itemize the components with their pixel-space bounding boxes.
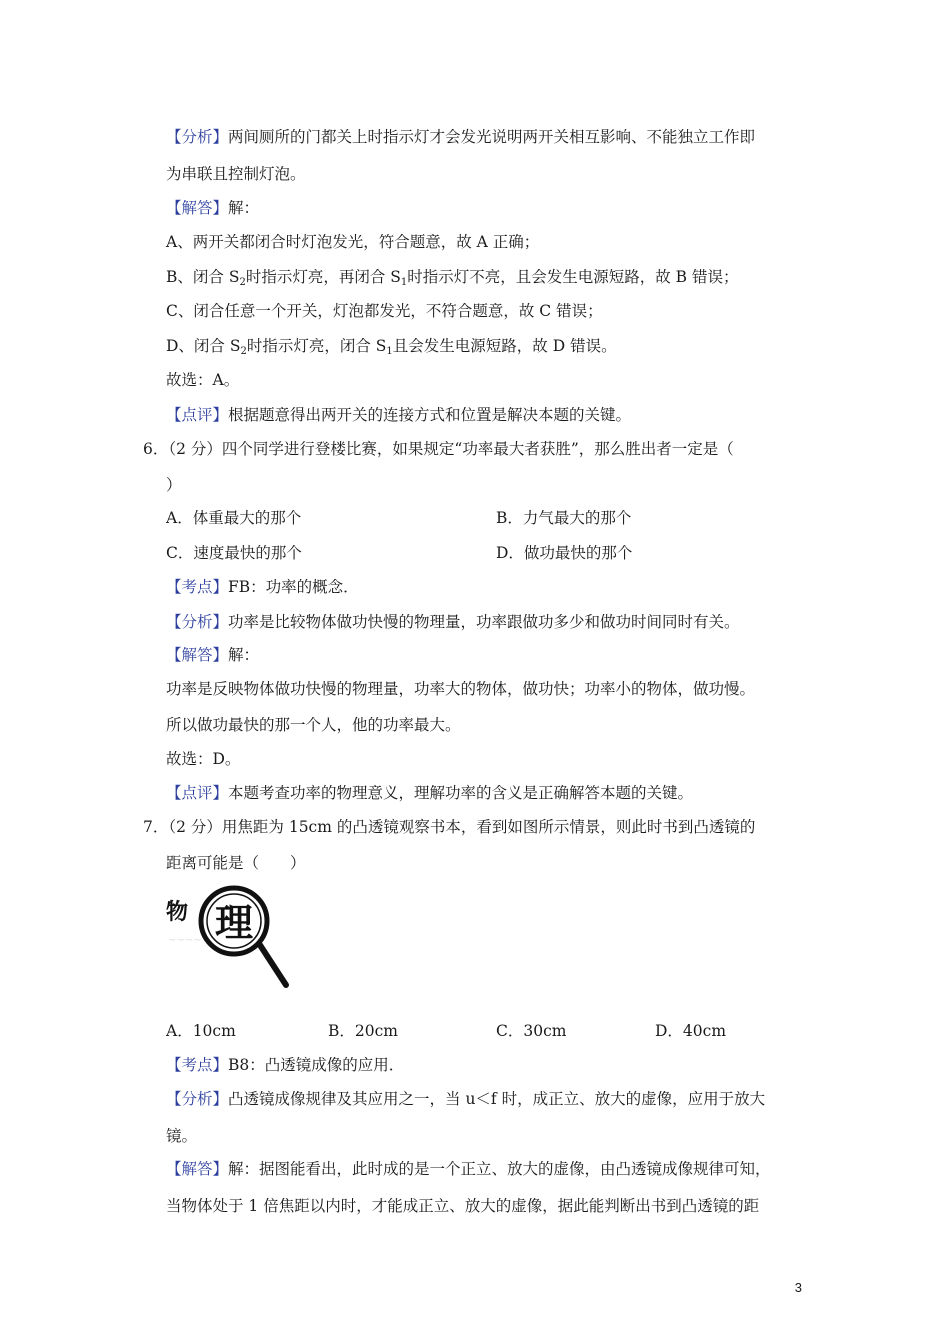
point-tag: 【考点】	[166, 578, 229, 596]
text-segment: 时指示灯不亮，且会发生电源短路，故 B 错误；	[407, 268, 739, 286]
q6-comment	[166, 783, 693, 803]
text-segment: 且会发生电源短路，故 D 错误。	[392, 337, 617, 355]
q5-analysis-line-1	[166, 127, 755, 147]
q5-analysis-line-2: 为串联且控制灯泡。	[166, 165, 306, 183]
q7-option-d: D．40cm	[655, 1022, 727, 1040]
subscript: 2	[239, 277, 246, 288]
analysis-text: 两间厕所的门都关上时指示灯才会发光说明两开关相互影响、不能独立工作即	[228, 128, 756, 146]
analysis-text: 功率是比较物体做功快慢的物理量，功率跟做功多少和做功时间同时有关。	[228, 613, 740, 631]
q7-analysis-line-2: 镜。	[166, 1127, 198, 1145]
comment-text: 本题考查功率的物理意义，理解功率的含义是正确解答本题的关键。	[228, 784, 694, 802]
q7-option-a: A．10cm	[166, 1022, 236, 1040]
text-segment: B、闭合 S	[166, 268, 240, 286]
answer-tag: 【解答】	[166, 199, 229, 217]
q5-answer-c: C、闭合任意一个开关，灯泡都发光，不符合题意，故 C 错误；	[166, 302, 603, 320]
subscript: 1	[386, 346, 393, 357]
text-segment: 时指示灯亮，闭合 S	[246, 337, 387, 355]
comment-text: 根据题意得出两开关的连接方式和位置是解决本题的关键。	[228, 406, 632, 424]
subscript: 1	[400, 277, 408, 288]
subscript: 2	[240, 346, 247, 357]
q5-answer-d	[166, 336, 617, 356]
comment-tag: 【点评】	[166, 406, 229, 424]
text-segment: 时指示灯亮，再闭合 S	[245, 268, 401, 286]
magnifier-figure	[166, 885, 296, 995]
figure-faint-text: ~~~~	[168, 935, 202, 946]
point-text: B8：凸透镜成像的应用．	[228, 1056, 405, 1074]
q6-option-a: A．体重最大的那个	[166, 509, 302, 527]
q5-answer-a: A、两开关都闭合时灯泡发光，符合题意，故 A 正确；	[166, 233, 540, 251]
q6-option-d: D．做功最快的那个	[496, 544, 633, 562]
q5-answer-b	[166, 267, 738, 287]
q7-option-c: C．30cm	[496, 1022, 567, 1040]
q7-stem-line-1: 7．（2 分）用焦距为 15cm 的凸透镜观察书本，看到如图所示情景，则此时书到凸透镜的	[143, 818, 756, 836]
q7-point	[166, 1055, 404, 1075]
q7-answer-line-2: 当物体处于 1 倍焦距以内时，才能成正立、放大的虚像，据此能判断出书到凸透镜的距	[166, 1197, 760, 1215]
analysis-tag: 【分析】	[166, 613, 229, 631]
q7-analysis-line-1	[166, 1089, 765, 1109]
point-tag: 【考点】	[166, 1056, 229, 1074]
q6-choose: 故选：D。	[166, 750, 241, 768]
analysis-tag: 【分析】	[166, 128, 229, 146]
answer-intro: 解：	[228, 199, 260, 217]
q6-answer-line-2: 所以做功最快的那一个人，他的功率最大。	[166, 716, 461, 734]
q6-answer-header	[166, 645, 259, 665]
magnifier-icon	[166, 885, 296, 995]
figure-small-char: 物	[166, 900, 189, 925]
analysis-text: 凸透镜成像规律及其应用之一，当 u＜f 时，成正立、放大的虚像，应用于放大	[228, 1090, 766, 1108]
comment-tag: 【点评】	[166, 784, 229, 802]
answer-intro: 解：	[228, 646, 260, 664]
q6-analysis	[166, 612, 740, 632]
q7-option-b: B．20cm	[328, 1022, 398, 1040]
point-text: FB：功率的概念．	[228, 578, 359, 596]
page-number: 3	[794, 1280, 802, 1295]
q5-comment	[166, 405, 631, 425]
q5-choose: 故选：A。	[166, 371, 240, 389]
q7-stem-line-2: 距离可能是（ ）	[166, 854, 306, 872]
answer-tag: 【解答】	[166, 646, 229, 664]
q6-option-c: C．速度最快的那个	[166, 544, 302, 562]
figure-big-char: 理	[214, 901, 254, 945]
q6-stem-line-1: 6．（2 分）四个同学进行登楼比赛，如果规定“功率最大者获胜”，那么胜出者一定是（	[143, 440, 734, 458]
q6-answer-line-1: 功率是反映物体做功快慢的物理量，功率大的物体，做功快；功率小的物体，做功慢。	[166, 680, 756, 698]
q5-answer-header	[166, 198, 259, 218]
analysis-tag: 【分析】	[166, 1090, 229, 1108]
q6-option-b: B．力气最大的那个	[496, 509, 632, 527]
q7-answer-line-1	[166, 1159, 771, 1179]
answer-text: 解：据图能看出，此时成的是一个正立、放大的虚像，由凸透镜成像规律可知，	[228, 1160, 771, 1178]
answer-tag: 【解答】	[166, 1160, 229, 1178]
magnifier-handle	[260, 945, 286, 985]
q6-stem-line-2: ）	[166, 476, 182, 494]
text-segment: D、闭合 S	[166, 337, 241, 355]
q6-point	[166, 577, 359, 597]
